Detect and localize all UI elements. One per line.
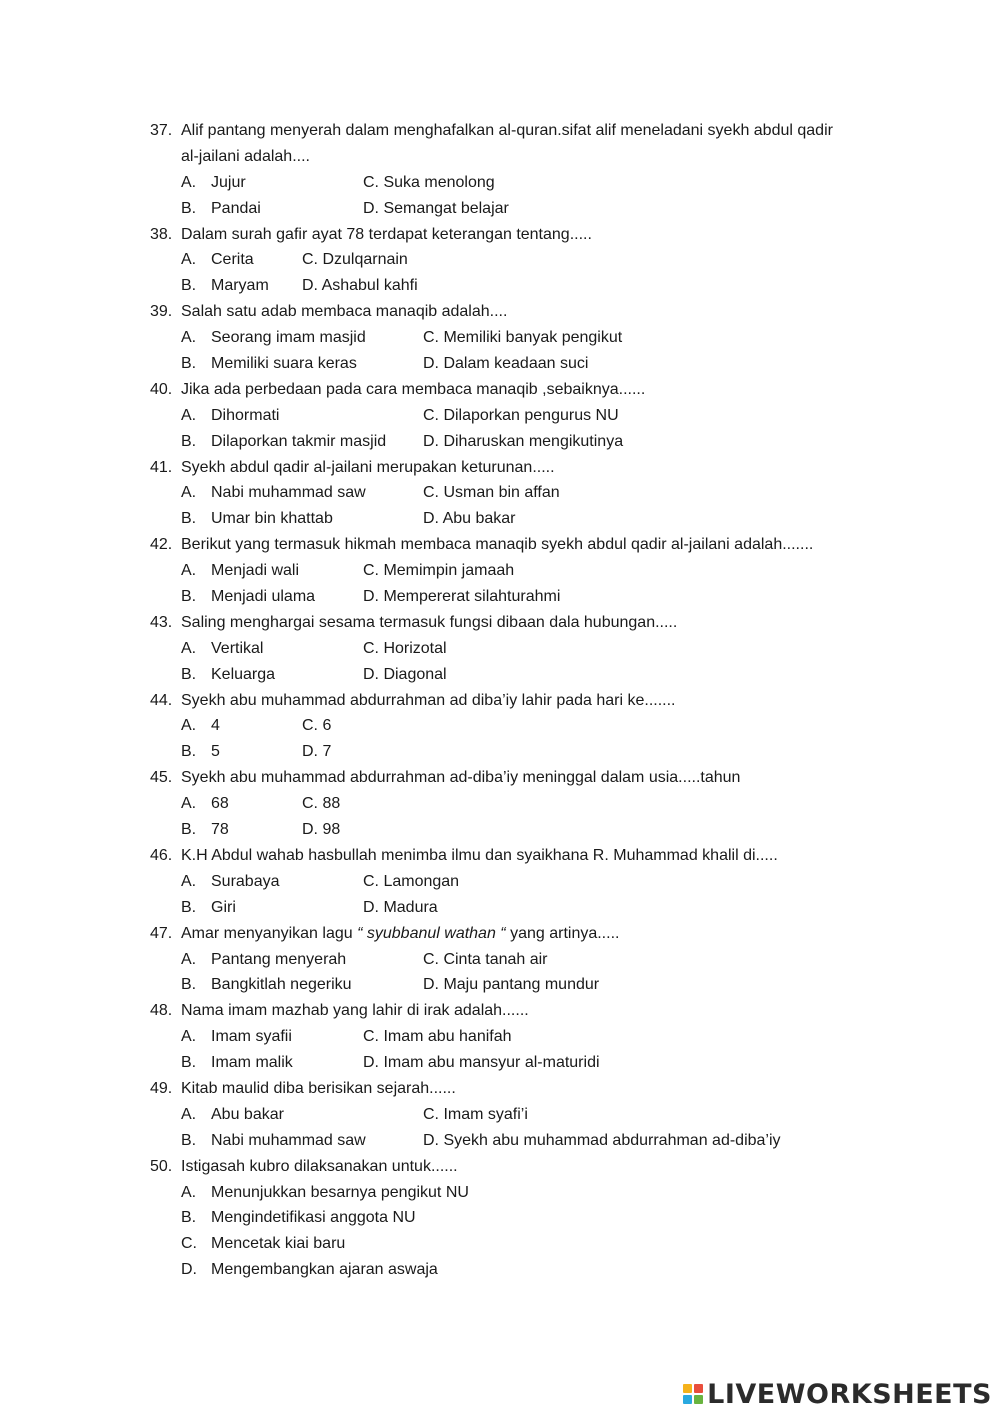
answer-option-row[interactable] <box>0 791 1000 817</box>
worksheet <box>0 118 1000 1283</box>
question-text: al-jailani adalah.... <box>181 147 310 165</box>
option-text: Giri <box>211 898 236 916</box>
option-text: Nabi muhammad saw <box>211 484 366 502</box>
option-text: 4 <box>211 717 220 735</box>
answer-option-row[interactable] <box>0 351 1000 377</box>
option-text: 78 <box>211 821 229 839</box>
option-text: Umar bin khattab <box>211 510 333 528</box>
question-text: K.H Abdul wahab hasbullah menimba ilmu dan syaikhana R. Muhammad khalil di..... <box>181 846 778 864</box>
question-text: Amar menyanyikan lagu “ syubbanul wathan “ yang artinya..... <box>181 924 620 942</box>
question-45 <box>0 765 1000 843</box>
answer-option-row[interactable] <box>0 1128 1000 1154</box>
question-text: Syekh abu muhammad abdurrahman ad-diba’iy meninggal dalam usia.....tahun <box>181 769 741 787</box>
logo-square-green <box>694 1395 703 1404</box>
option-letter: A. <box>181 484 197 502</box>
option-text: Pantang menyerah <box>211 950 347 968</box>
question-number: 46. <box>150 846 173 864</box>
option-letter: B. <box>181 199 197 217</box>
option-text-right-column: C. Cinta tanah air <box>423 950 548 968</box>
answer-option-row[interactable] <box>0 1205 1000 1231</box>
question-38 <box>0 222 1000 300</box>
question-number: 39. <box>150 303 173 321</box>
option-text: Mencetak kiai baru <box>211 1235 346 1253</box>
question-number: 43. <box>150 613 173 631</box>
answer-option-row[interactable] <box>0 403 1000 429</box>
option-letter: A. <box>181 872 197 890</box>
option-letter: B. <box>181 277 197 295</box>
option-text: Menjadi ulama <box>211 588 316 606</box>
question-number: 38. <box>150 225 173 243</box>
answer-option-row[interactable] <box>0 1257 1000 1283</box>
option-text: Vertikal <box>211 639 264 657</box>
option-letter: D. <box>181 1261 197 1279</box>
question-number: 42. <box>150 536 173 554</box>
answer-option-row[interactable] <box>0 895 1000 921</box>
question-50 <box>0 1154 1000 1283</box>
option-text: Jujur <box>211 173 246 191</box>
question-text: Dalam surah gafir ayat 78 terdapat keterangan tentang..... <box>181 225 592 243</box>
option-text: Imam syafii <box>211 1028 292 1046</box>
option-letter: A. <box>181 1105 197 1123</box>
option-text-right-column: C. Lamongan <box>363 872 460 890</box>
question-number: 44. <box>150 691 173 709</box>
answer-option-row[interactable] <box>0 1102 1000 1128</box>
option-text: Bangkitlah negeriku <box>211 976 352 994</box>
logo-square-blue <box>683 1395 692 1404</box>
option-letter: B. <box>181 821 197 839</box>
option-text: Seorang imam masjid <box>211 329 366 347</box>
question-text: Syekh abu muhammad abdurrahman ad diba’iy lahir pada hari ke....... <box>181 691 676 709</box>
option-text-right-column: C. Dzulqarnain <box>302 251 408 269</box>
option-letter: A. <box>181 1028 197 1046</box>
option-text-right-column: C. Memiliki banyak pengikut <box>423 329 623 347</box>
question-number: 45. <box>150 769 173 787</box>
option-text: 5 <box>211 743 220 761</box>
option-text: Imam malik <box>211 1054 293 1072</box>
option-text: Dilaporkan takmir masjid <box>211 432 387 450</box>
answer-option-row[interactable] <box>0 972 1000 998</box>
question-text: Salah satu adab membaca manaqib adalah.... <box>181 303 508 321</box>
option-letter: A. <box>181 950 197 968</box>
option-text-right-column: D. Syekh abu muhammad abdurrahman ad-diba’iy <box>423 1131 781 1149</box>
option-text-right-column: C. Imam abu hanifah <box>363 1028 512 1046</box>
answer-option-row[interactable] <box>0 584 1000 610</box>
option-text: Menunjukkan besarnya pengikut NU <box>211 1183 469 1201</box>
logo-mark-icon <box>683 1384 703 1404</box>
option-text: Menjadi wali <box>211 562 300 580</box>
answer-option-row[interactable] <box>0 429 1000 455</box>
song-title: “ syubbanul wathan “ <box>357 924 506 942</box>
option-text-right-column: D. Diharuskan mengikutinya <box>423 432 624 450</box>
option-letter: B. <box>181 1054 197 1072</box>
option-text: Maryam <box>211 277 269 295</box>
option-text-right-column: D. 98 <box>302 821 341 839</box>
question-text: Jika ada perbedaan pada cara membaca manaqib ,sebaiknya...... <box>181 380 646 398</box>
question-37 <box>0 118 1000 222</box>
option-text-right-column: C. Imam syafi’i <box>423 1105 528 1123</box>
answer-option-row[interactable] <box>0 506 1000 532</box>
option-text: Mengindetifikasi anggota NU <box>211 1209 416 1227</box>
option-text-right-column: C. 88 <box>302 795 341 813</box>
option-text-right-column: D. Diagonal <box>363 665 447 683</box>
liveworksheets-logo <box>683 1377 992 1411</box>
answer-option-row[interactable] <box>0 1050 1000 1076</box>
option-text-right-column: C. 6 <box>302 717 332 735</box>
answer-option-row[interactable] <box>0 636 1000 662</box>
option-text-right-column: D. Semangat belajar <box>363 199 509 217</box>
answer-option-row[interactable] <box>0 739 1000 765</box>
question-39 <box>0 299 1000 377</box>
option-text-right-column: D. 7 <box>302 743 332 761</box>
answer-option-row[interactable] <box>0 662 1000 688</box>
answer-option-row[interactable] <box>0 558 1000 584</box>
option-letter: A. <box>181 562 197 580</box>
answer-option-row[interactable] <box>0 817 1000 843</box>
logo-square-yellow <box>683 1384 692 1393</box>
question-41 <box>0 455 1000 533</box>
question-40 <box>0 377 1000 455</box>
question-42 <box>0 532 1000 610</box>
question-number: 50. <box>150 1157 173 1175</box>
question-text: Istigasah kubro dilaksanakan untuk...... <box>181 1157 458 1175</box>
question-43 <box>0 610 1000 688</box>
option-text-right-column: C. Suka menolong <box>363 173 495 191</box>
question-48 <box>0 998 1000 1076</box>
question-46 <box>0 843 1000 921</box>
question-number: 41. <box>150 458 173 476</box>
option-text: Keluarga <box>211 665 276 683</box>
answer-option-row[interactable] <box>0 196 1000 222</box>
option-text-right-column: D. Dalam keadaan suci <box>423 355 589 373</box>
question-47 <box>0 921 1000 999</box>
option-text: Abu bakar <box>211 1105 284 1123</box>
answer-option-row[interactable] <box>0 273 1000 299</box>
answer-option-row[interactable] <box>0 325 1000 351</box>
option-text-right-column: D. Madura <box>363 898 438 916</box>
option-text: Nabi muhammad saw <box>211 1131 366 1149</box>
option-letter: A. <box>181 1183 197 1201</box>
question-number: 49. <box>150 1079 173 1097</box>
option-letter: B. <box>181 665 197 683</box>
option-letter: B. <box>181 588 197 606</box>
option-letter: A. <box>181 795 197 813</box>
option-text-right-column: C. Horizotal <box>363 639 447 657</box>
option-text-right-column: C. Usman bin affan <box>423 484 560 502</box>
question-44 <box>0 688 1000 766</box>
option-text-right-column: D. Ashabul kahfi <box>302 277 418 295</box>
option-letter: B. <box>181 355 197 373</box>
option-text: Memiliki suara keras <box>211 355 357 373</box>
option-letter: B. <box>181 898 197 916</box>
question-text: Berikut yang termasuk hikmah membaca manaqib syekh abdul qadir al-jailani adalah....... <box>181 536 814 554</box>
answer-option-row[interactable] <box>0 247 1000 273</box>
option-text: Dihormati <box>211 406 280 424</box>
question-text: Alif pantang menyerah dalam menghafalkan al-quran.sifat alif meneladani syekh abdul qadir <box>181 122 833 139</box>
option-letter: C. <box>181 1235 197 1253</box>
answer-option-row[interactable] <box>0 1024 1000 1050</box>
question-number: 48. <box>150 1002 173 1020</box>
option-letter: A. <box>181 639 197 657</box>
answer-option-row[interactable] <box>0 869 1000 895</box>
question-text: Nama imam mazhab yang lahir di irak adalah...... <box>181 1002 529 1020</box>
option-letter: B. <box>181 432 197 450</box>
question-text: Syekh abdul qadir al-jailani merupakan keturunan..... <box>181 458 555 476</box>
answer-option-row[interactable] <box>0 480 1000 506</box>
option-text: Mengembangkan ajaran aswaja <box>211 1261 438 1279</box>
option-text: Cerita <box>211 251 254 269</box>
question-49 <box>0 1076 1000 1154</box>
logo-square-red <box>694 1384 703 1393</box>
option-letter: A. <box>181 173 197 191</box>
answer-option-row[interactable] <box>0 170 1000 196</box>
option-text-right-column: C. Dilaporkan pengurus NU <box>423 406 619 424</box>
question-text: Saling menghargai sesama termasuk fungsi dibaan dala hubungan..... <box>181 613 678 631</box>
option-letter: A. <box>181 717 197 735</box>
option-text: Surabaya <box>211 872 280 890</box>
option-text: Pandai <box>211 199 261 217</box>
option-letter: A. <box>181 406 197 424</box>
option-text-right-column: D. Imam abu mansyur al-maturidi <box>363 1054 600 1072</box>
option-text-right-column: C. Memimpin jamaah <box>363 562 515 580</box>
question-number: 47. <box>150 924 173 942</box>
question-number: 40. <box>150 380 173 398</box>
option-letter: B. <box>181 1131 197 1149</box>
option-letter: B. <box>181 743 197 761</box>
answer-option-row[interactable] <box>0 947 1000 973</box>
option-text-right-column: D. Maju pantang mundur <box>423 976 600 994</box>
option-text-right-column: D. Mempererat silahturahmi <box>363 588 561 606</box>
question-number: 37. <box>150 122 173 139</box>
option-text: 68 <box>211 795 229 813</box>
option-text-right-column: D. Abu bakar <box>423 510 516 528</box>
option-letter: A. <box>181 251 197 269</box>
answer-option-row[interactable] <box>0 713 1000 739</box>
question-text: Kitab maulid diba berisikan sejarah...... <box>181 1079 456 1097</box>
option-letter: B. <box>181 510 197 528</box>
answer-option-row[interactable] <box>0 1180 1000 1206</box>
option-letter: B. <box>181 1209 197 1227</box>
option-letter: B. <box>181 976 197 994</box>
logo-text: LIVEWORKSHEETS <box>707 1378 992 1410</box>
option-letter: A. <box>181 329 197 347</box>
answer-option-row[interactable] <box>0 1231 1000 1257</box>
